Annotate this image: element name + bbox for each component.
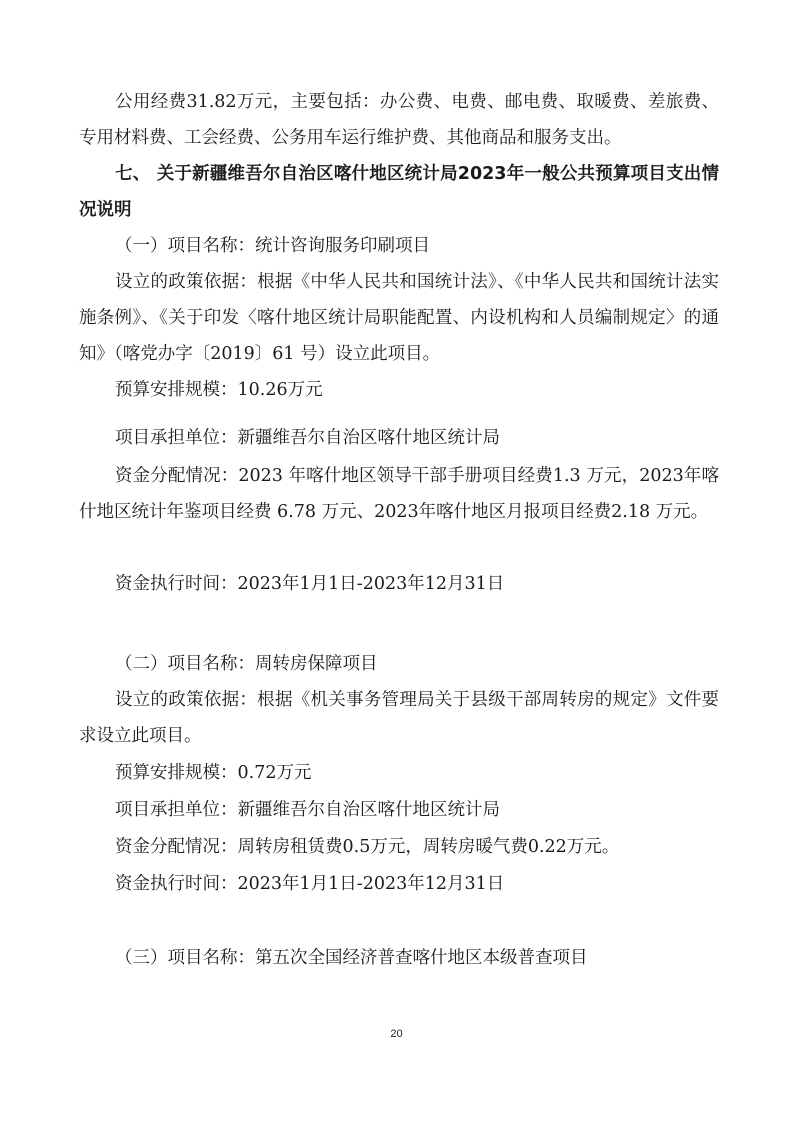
project-one-unit: 项目承担单位：新疆维吾尔自治区喀什地区统计局 [115,428,500,448]
page-number: 20 [390,1028,403,1040]
project-three-title: （三）项目名称：第五次全国经济普查喀什地区本级普查项目 [115,948,588,968]
project-two-budget-scale: 预算安排规模：0.72万元 [115,763,312,783]
section-seven-heading: 七、 关于新疆维吾尔自治区喀什地区统计局2023年一般公共预算项目支出情况说明 [79,164,719,220]
project-two-allocation: 资金分配情况：周转房租赁费0.5万元，周转房暖气费0.22万元。 [115,837,620,857]
project-one-title: （一）项目名称：统计咨询服务印刷项目 [115,236,430,256]
public-expense-paragraph: 公用经费31.82万元，主要包括：办公费、电费、邮电费、取暖费、差旅费、专用材料费、工会经费、公务用车运行维护费、其他商品和服务支出。 [79,92,719,148]
project-two-unit: 项目承担单位：新疆维吾尔自治区喀什地区统计局 [115,800,500,820]
project-one-allocation: 资金分配情况：2023 年喀什地区领导干部手册项目经费1.3 万元，2023年喀什地区统计年鉴项目经费 6.78 万元、2023年喀什地区月报项目经费2.18 万元。 [79,466,719,522]
project-two-policy-basis: 设立的政策依据：根据《机关事务管理局关于县级干部周转房的规定》文件要求设立此项目。 [79,690,719,746]
project-two-title: （二）项目名称：周转房保障项目 [115,654,378,674]
project-two-execution-time: 资金执行时间：2023年1月1日-2023年12月31日 [115,874,505,894]
project-one-policy-basis: 设立的政策依据：根据《中华人民共和国统计法》、《中华人民共和国统计法实施条例》、《关于印发〈喀什地区统计局职能配置、内设机构和人员编制规定〉的通知》（喀党办字〔2019〕61 号）设立此项目。 [79,272,719,364]
project-one-execution-time: 资金执行时间：2023年1月1日-2023年12月31日 [115,574,505,594]
project-one-budget-scale: 预算安排规模：10.26万元 [115,380,323,400]
